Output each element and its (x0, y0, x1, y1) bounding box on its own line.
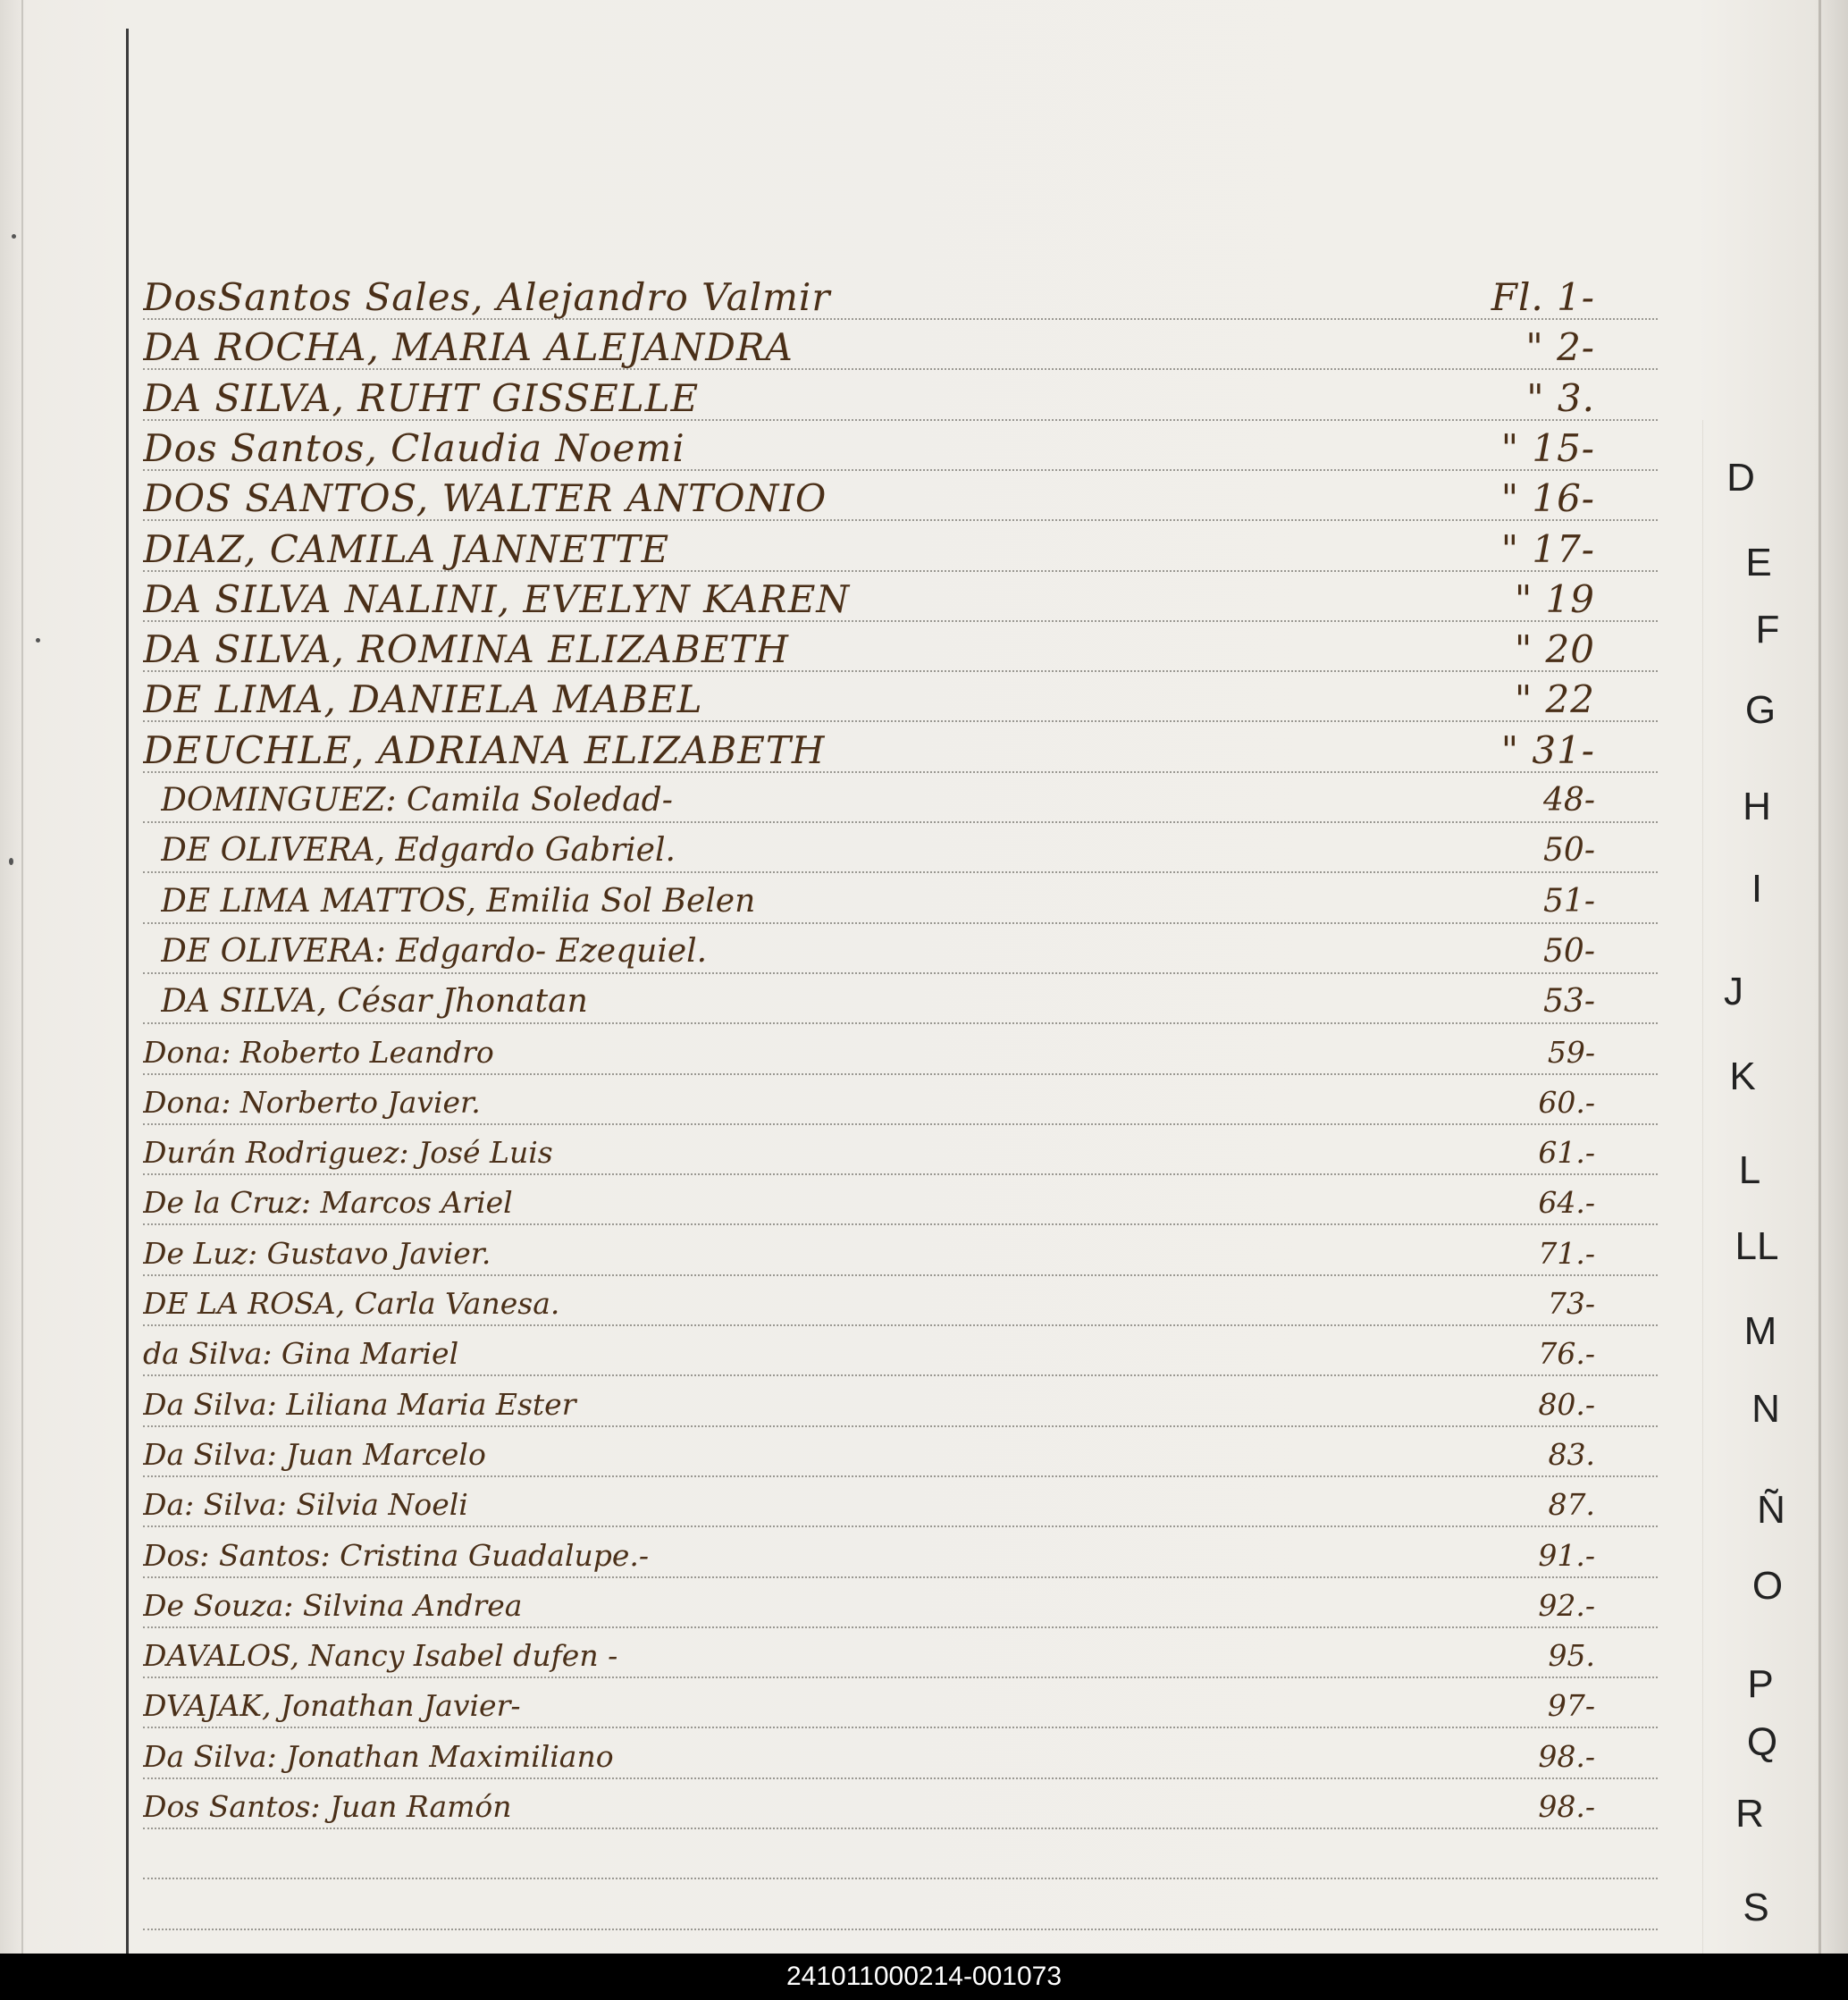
entry-folio-number: 61.- (1538, 1135, 1595, 1170)
entry-folio-number: " 19 (1514, 577, 1595, 621)
entry-name: DIAZ, CAMILA JANNETTE (143, 527, 670, 571)
entry-folio-number: 50- (1543, 933, 1595, 970)
entry-name: DOMINGUEZ: Camila Soledad- (161, 782, 673, 819)
entry-folio-number: " 2- (1525, 325, 1595, 369)
entry-folio-number: 76.- (1538, 1336, 1595, 1371)
entry-folio-number: Fl. 1- (1491, 275, 1595, 319)
entry-folio-number: 80.- (1538, 1387, 1595, 1422)
entry-name: DE LIMA, DANIELA MABEL (143, 677, 703, 721)
index-tab-letter[interactable]: I (1751, 867, 1763, 911)
index-tab-letter[interactable]: F (1755, 608, 1780, 651)
index-tab-letter[interactable]: J (1724, 970, 1743, 1013)
entry-folio-number: 59- (1547, 1035, 1595, 1070)
index-tab-letter[interactable]: N (1751, 1387, 1780, 1431)
index-tab-letter[interactable]: Q (1746, 1720, 1778, 1764)
entry-folio-number: " 17- (1500, 527, 1595, 571)
entry-name: Da Silva: Jonathan Maximiliano (143, 1739, 614, 1774)
index-tab-letter[interactable]: R (1735, 1792, 1764, 1836)
entry-folio-number: " 22 (1514, 677, 1595, 721)
entry-name: Da: Silva: Silvia Noeli (143, 1487, 468, 1522)
margin-line (126, 29, 129, 1954)
entry-name: DE OLIVERA, Edgardo Gabriel. (161, 832, 676, 869)
entry-name: De la Cruz: Marcos Ariel (143, 1185, 513, 1220)
entry-folio-number: 50- (1543, 832, 1595, 869)
entry-folio-number: 83. (1548, 1437, 1595, 1472)
index-tab-letter[interactable]: K (1729, 1055, 1756, 1098)
entry-name: De Luz: Gustavo Javier. (143, 1236, 491, 1271)
entry-folio-number: 64.- (1538, 1185, 1595, 1220)
entry-folio-number: 98.- (1538, 1739, 1595, 1774)
entry-folio-number: " 16- (1500, 476, 1595, 520)
speck-mark (9, 858, 13, 865)
entry-folio-number: 95. (1548, 1638, 1595, 1673)
entry-folio-number: 98.- (1538, 1789, 1595, 1824)
document-id-footer: 241011000214-001073 (0, 1954, 1848, 2000)
page-edge (1819, 0, 1821, 1954)
entry-folio-number: 92.- (1538, 1588, 1595, 1623)
entry-name: DE LA ROSA, Carla Vanesa. (143, 1286, 560, 1321)
index-tab-letter[interactable]: S (1743, 1886, 1769, 1929)
entry-name: DA SILVA, César Jhonatan (161, 983, 588, 1020)
index-tab-letter[interactable]: Ñ (1757, 1488, 1785, 1532)
entry-name: Da Silva: Liliana Maria Ester (143, 1387, 576, 1422)
entry-name: DA ROCHA, MARIA ALEJANDRA (143, 325, 794, 369)
entry-folio-number: " 3. (1526, 376, 1595, 420)
entry-name: da Silva: Gina Mariel (143, 1336, 459, 1371)
entry-name: DVAJAK, Jonathan Javier- (143, 1688, 521, 1723)
entry-folio-number: 97- (1547, 1688, 1595, 1723)
entry-name: DosSantos Sales, Alejandro Valmir (143, 275, 831, 319)
entry-name: Dos: Santos: Cristina Guadalupe.- (143, 1538, 650, 1573)
entry-name: DE LIMA MATTOS, Emilia Sol Belen (161, 883, 756, 920)
entry-folio-number: 60.- (1538, 1085, 1595, 1120)
entry-folio-number: 51- (1543, 883, 1595, 920)
ruled-line (143, 1929, 1658, 1930)
entry-folio-number: 71.- (1538, 1236, 1595, 1271)
entry-folio-number: 53- (1543, 983, 1595, 1020)
index-tab-letter[interactable]: M (1743, 1309, 1777, 1353)
entry-folio-number: " 15- (1500, 426, 1595, 470)
index-tab-letter[interactable]: H (1743, 785, 1771, 828)
entry-name: DE OLIVERA: Edgardo- Ezequiel. (161, 933, 708, 970)
entry-folio-number: 48- (1543, 782, 1595, 819)
entry-folio-number: 73- (1547, 1286, 1595, 1321)
entry-name: Dos Santos, Claudia Noemi (143, 426, 685, 470)
entry-name: Dona: Norberto Javier. (143, 1085, 481, 1120)
entry-name: De Souza: Silvina Andrea (143, 1588, 523, 1623)
index-tab-letter[interactable]: D (1726, 456, 1755, 500)
entry-name: Durán Rodriguez: José Luis (143, 1135, 553, 1170)
entry-name: DA SILVA NALINI, EVELYN KAREN (143, 577, 851, 621)
entry-name: DA SILVA, ROMINA ELIZABETH (143, 627, 790, 671)
ruled-line (143, 1878, 1658, 1879)
entry-folio-number: 87. (1548, 1487, 1595, 1522)
entry-name: DEUCHLE, ADRIANA ELIZABETH (143, 728, 826, 772)
entry-name: DA SILVA, RUHT GISSELLE (143, 376, 700, 420)
index-tab-letter[interactable]: P (1747, 1662, 1774, 1706)
index-tab-letter[interactable]: G (1744, 688, 1777, 732)
entry-folio-number: 91.- (1538, 1538, 1595, 1573)
entry-name: Dos Santos: Juan Ramón (143, 1789, 512, 1824)
entry-name: Da Silva: Juan Marcelo (143, 1437, 486, 1472)
index-tab-letter[interactable]: LL (1735, 1224, 1779, 1268)
speck-mark (12, 234, 16, 239)
entry-name: DOS SANTOS, WALTER ANTONIO (143, 476, 827, 520)
binding-edge (21, 0, 23, 1954)
entry-folio-number: " 31- (1500, 728, 1595, 772)
entry-folio-number: " 20 (1514, 627, 1595, 671)
speck-mark (36, 638, 40, 643)
index-tab-letter[interactable]: L (1738, 1148, 1761, 1192)
entry-name: DAVALOS, Nancy Isabel dufen - (143, 1638, 618, 1673)
index-tab-letter[interactable]: O (1751, 1564, 1784, 1608)
index-tab-letter[interactable]: E (1745, 541, 1772, 584)
entry-name: Dona: Roberto Leandro (143, 1035, 494, 1070)
